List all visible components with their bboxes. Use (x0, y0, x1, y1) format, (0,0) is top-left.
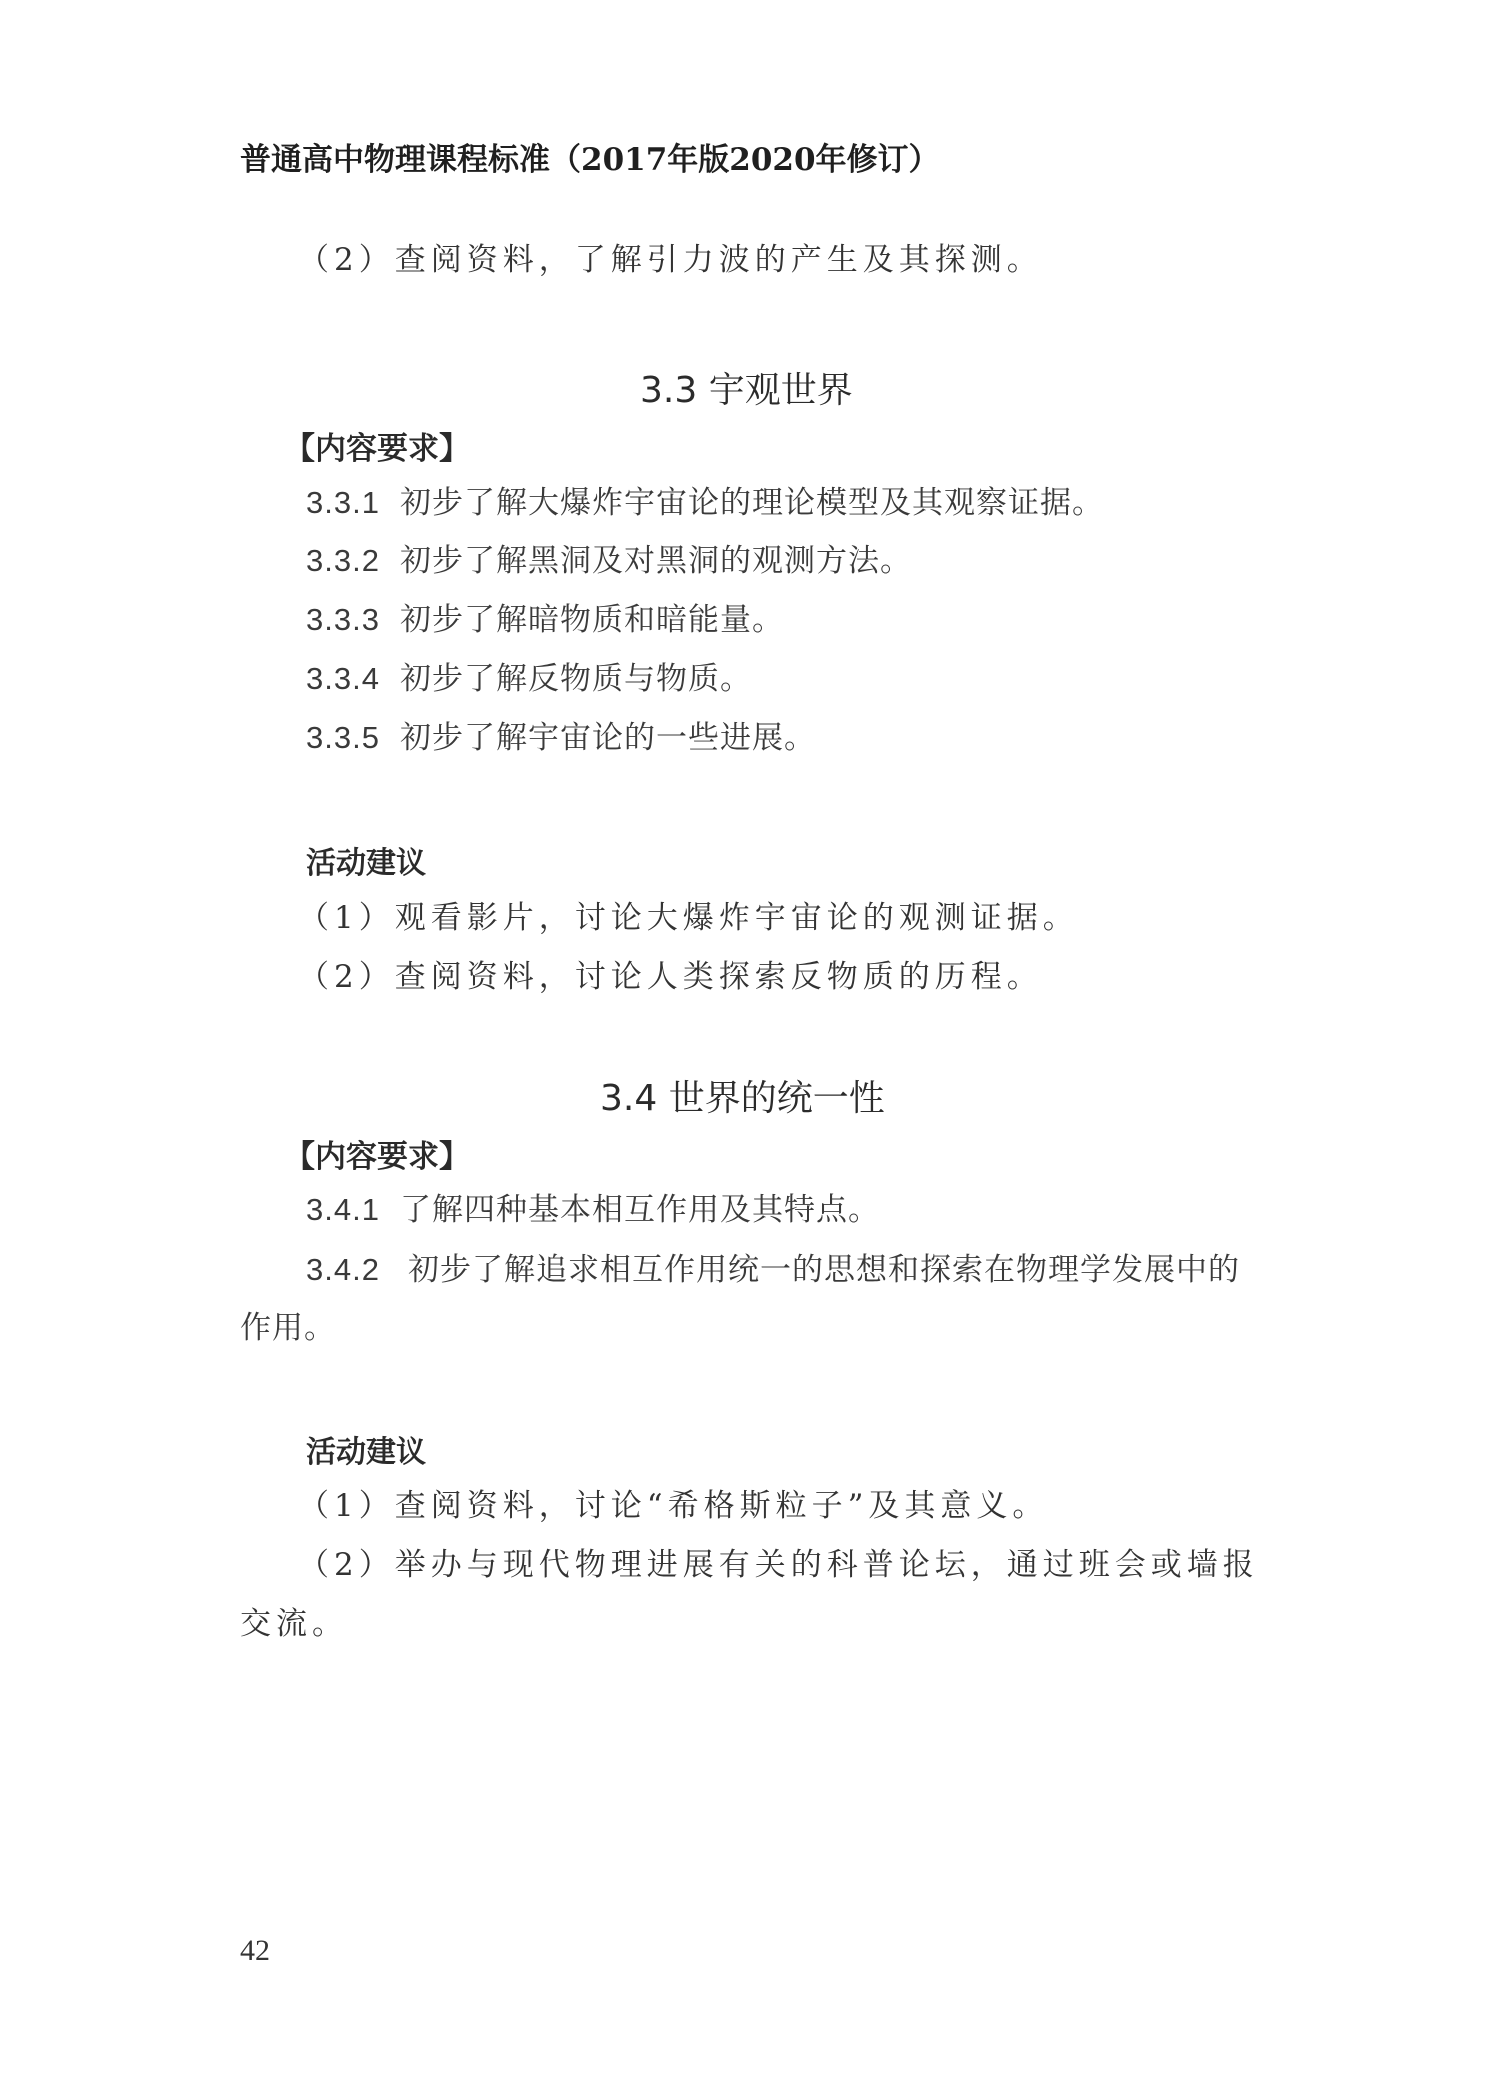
activity-3-4-2-continuation: 交流。 (240, 1606, 348, 1642)
requirement-3-3-1 (306, 483, 1104, 523)
requirement-text: 初步了解黑洞及对黑洞的观测方法。 (399, 543, 912, 579)
intro-activity-2: （2）查阅资料，了解引力波的产生及其探测。 (298, 242, 1043, 278)
requirement-3-3-2 (306, 541, 912, 581)
activity-3-3-1: （1）观看影片，讨论大爆炸宇宙论的观测证据。 (298, 900, 1079, 936)
requirement-3-4-2 (306, 1250, 1240, 1290)
requirement-3-3-5 (306, 718, 816, 758)
requirement-text: 初步了解暗物质和暗能量。 (399, 602, 784, 638)
requirement-number: 3.3.3 (306, 602, 380, 637)
running-header: 普通高中物理课程标准（2017年版2020年修订） (240, 142, 940, 178)
content-requirements-label-3-4: 【内容要求】 (284, 1139, 470, 1175)
requirement-number: 3.3.1 (306, 485, 380, 520)
requirement-text: 了解四种基本相互作用及其特点。 (399, 1192, 880, 1228)
section-title-3-3: 3.3 宇观世界 (640, 370, 853, 411)
section-title-3-4: 3.4 世界的统一性 (600, 1078, 885, 1119)
activity-3-4-2: （2）举办与现代物理进展有关的科普论坛，通过班会或墙报 (298, 1547, 1259, 1583)
activity-3-3-2: （2）查阅资料，讨论人类探索反物质的历程。 (298, 959, 1043, 995)
activity-heading-3-3: 活动建议 (306, 846, 426, 881)
activity-heading-3-4: 活动建议 (306, 1435, 426, 1470)
requirement-3-3-4 (306, 659, 752, 699)
requirement-text: 初步了解宇宙论的一些进展。 (399, 720, 816, 756)
content-requirements-label-3-3: 【内容要求】 (284, 431, 470, 467)
requirement-text: 初步了解反物质与物质。 (399, 661, 752, 697)
requirement-number: 3.3.4 (306, 661, 380, 696)
requirement-text: 初步了解大爆炸宇宙论的理论模型及其观察证据。 (399, 485, 1104, 521)
requirement-3-4-2-continuation: 作用。 (240, 1310, 336, 1346)
requirement-number: 3.3.2 (306, 543, 380, 578)
requirement-number: 3.3.5 (306, 720, 380, 755)
requirement-text: 初步了解追求相互作用统一的思想和探索在物理学发展中的 (407, 1252, 1240, 1288)
requirement-3-4-1 (306, 1190, 880, 1230)
activity-3-4-1: （1）查阅资料，讨论“希格斯粒子”及其意义。 (298, 1488, 1049, 1524)
page-number: 42 (240, 1934, 270, 1967)
requirement-number: 3.4.2 (306, 1252, 380, 1287)
requirement-number: 3.4.1 (306, 1192, 380, 1227)
requirement-3-3-3 (306, 600, 784, 640)
